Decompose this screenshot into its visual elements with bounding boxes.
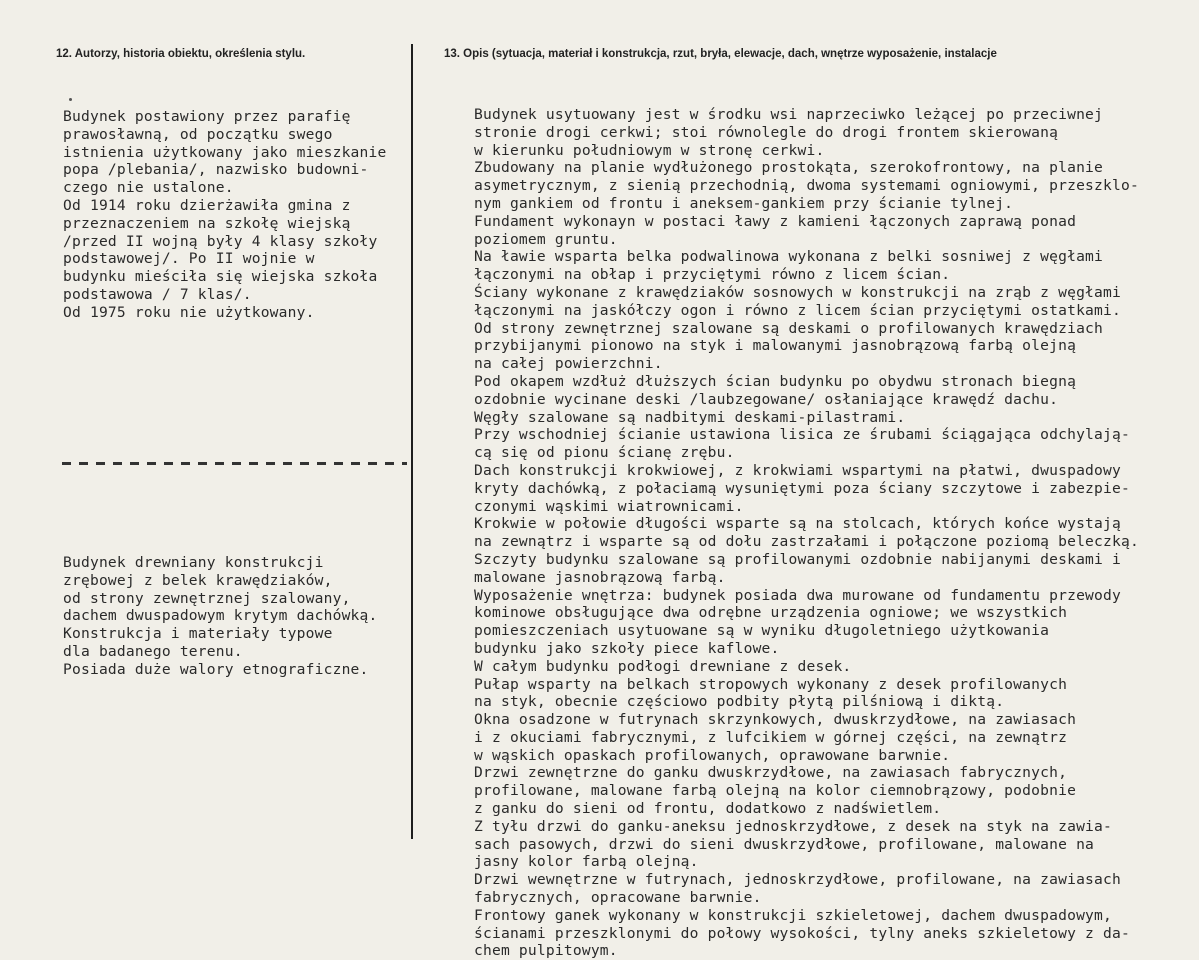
text-line: Od 1914 roku dzierżawiła gmina z xyxy=(63,196,351,214)
text-line: Przy wschodniej ścianie ustawiona lisica ze śrubami ściągająca odchylają- xyxy=(474,426,1130,444)
text-line: ścianami przeszklonymi do połowy wysokości, tylny aneks szkieletowy z da- xyxy=(474,924,1130,942)
text-line: ozdobnie wycinane deski /laubzegowane/ osłaniające krawędź dachu. xyxy=(474,390,1059,408)
text-line: Fundament wykonayn w postaci ławy z kamieni łączonych zaprawą ponad xyxy=(474,212,1077,230)
text-line: Od 1975 roku nie użytkowany. xyxy=(63,303,315,321)
text-line: Z tyłu drzwi do ganku-aneksu jednoskrzydłowe, z desek na styk na zawia- xyxy=(474,817,1113,835)
dashed-separator xyxy=(62,462,407,465)
text-line: asymetrycznym, z sienią przechodnią, dwoma systemami ogniowymi, przeszklo- xyxy=(474,177,1139,195)
text-line: cą się od pionu ścianę zrębu. xyxy=(474,444,735,462)
text-line: Budynek postawiony przez parafię xyxy=(63,108,351,125)
section-13-heading: 13. Opis (sytuacja, materiał i konstrukcja, rzut, bryła, elewacje, dach, wnętrze wyposażenie, instalacje xyxy=(444,48,997,60)
text-line: łączonymi na jaskółczy ogon i równo z licem ścian przyciętymi ostatkami. xyxy=(474,301,1122,319)
text-line: poziomem gruntu. xyxy=(474,230,618,248)
text-line: łączonymi na obłap i przyciętymi równo z licem ścian. xyxy=(474,266,951,284)
text-line: Budynek usytuowany jest w środku wsi naprzeciwko leżącej po przeciwnej xyxy=(474,106,1104,123)
text-line: Węgły szalowane są nadbitymi deskami-pilastrami. xyxy=(474,408,906,426)
ink-dot xyxy=(69,98,72,101)
text-line: jasny kolor farbą olejną. xyxy=(474,853,699,871)
text-line: z ganku do sieni od frontu, dodatkowo z nadświetlem. xyxy=(474,800,942,818)
text-line: na styk, obecnie częściowo podbity płytą pilśniową i diktą. xyxy=(474,693,1005,711)
text-line: Wyposażenie wnętrza: budynek posiada dwa murowane od fundamentu przewody xyxy=(474,586,1122,604)
text-line: fabrycznych, opracowane barwnie. xyxy=(474,889,762,907)
text-line: chem pulpitowym. xyxy=(474,942,618,960)
text-line: W całym budynku podłogi drewniane z desek. xyxy=(474,657,852,675)
text-line: Zbudowany na planie wydłużonego prostokąta, szerokofrontowy, na planie xyxy=(474,159,1104,177)
text-line: kominowe obsługujące dwa odrębne urządzenia ogniowe; we wszystkich xyxy=(474,604,1068,622)
text-line: Szczyty budynku szalowane są profilowanymi ozdobnie nabijanymi deskami i xyxy=(474,550,1122,568)
text-line: w kierunku południowym w stronę cerkwi. xyxy=(474,141,825,159)
text-line: Frontowy ganek wykonany w konstrukcji szkieletowej, dachem dwuspadowym, xyxy=(474,906,1113,924)
text-line: Okna osadzone w futrynach skrzynkowych, dwuskrzydłowe, na zawiasach xyxy=(474,711,1077,729)
text-line: pomieszczeniach usytuowane są w wyniku długoletniego użytkowania xyxy=(474,622,1050,640)
text-line: Pułap wsparty na belkach stropowych wykonany z desek profilowanych xyxy=(474,675,1068,693)
text-line: zrębowej z belek krawędziaków, xyxy=(63,571,333,589)
text-line: Posiada duże walory etnograficzne. xyxy=(63,660,369,678)
text-line: przybijanymi pionowo na styk i malowanymi jasnobrązową farbą olejną xyxy=(474,337,1077,355)
text-line: Dach konstrukcji krokwiowej, z krokwiami wspartymi na płatwi, dwuspadowy xyxy=(474,461,1122,479)
text-line: czego nie ustalone. xyxy=(63,179,234,197)
text-line: na zewnątrz i wsparte są od dołu zastrzałami i połączone poziomą beleczką. xyxy=(474,533,1139,551)
text-line: podstawowa / 7 klas/. xyxy=(63,285,252,303)
text-line: i z okuciami fabrycznymi, z lufcikiem w górnej części, na zewnątrz xyxy=(474,728,1068,746)
text-line: nym gankiem od frontu i aneksem-gankiem przy ścianie tylnej. xyxy=(474,194,1014,212)
text-line: Budynek drewniany konstrukcji xyxy=(63,554,324,571)
style-summary-text xyxy=(63,554,378,679)
text-line: na całej powierzchni. xyxy=(474,355,663,373)
text-line: popa /plebania/, nazwisko budowni- xyxy=(63,161,369,179)
text-line: podstawowej/. Po II wojnie w xyxy=(63,250,315,268)
text-line: czonymi wąskimi wiatrownicami. xyxy=(474,497,744,515)
text-line: od strony zewnętrznej szalowany, xyxy=(63,589,351,607)
text-line: przeznaczeniem na szkołę wiejską xyxy=(63,214,351,232)
text-line: Ściany wykonane z krawędziaków sosnowych w konstrukcji na zrąb z węgłami xyxy=(474,283,1122,301)
text-line: Od strony zewnętrznej szalowane są deskami o profilowanych krawędziach xyxy=(474,319,1104,337)
text-line: sach pasowych, drzwi do sieni dwuskrzydłowe, profilowane, malowane na xyxy=(474,835,1095,853)
text-line: stronie drogi cerkwi; stoi równolegle do drogi frontem skierowaną xyxy=(474,123,1059,141)
text-line: malowane jasnobrązową farbą. xyxy=(474,568,726,586)
text-line: Drzwi wewnętrzne w futrynach, jednoskrzydłowe, profilowane, na zawiasach xyxy=(474,871,1122,889)
column-divider xyxy=(411,44,413,839)
text-line: Drzwi zewnętrzne do ganku dwuskrzydłowe, na zawiasach fabrycznych, xyxy=(474,764,1068,782)
history-text xyxy=(63,108,387,322)
text-line: w wąskich opaskach profilowanych, oprawowane barwnie. xyxy=(474,746,951,764)
description-text xyxy=(474,106,1139,960)
text-line: Na ławie wsparta belka podwalinowa wykonana z belki sosniwej z węgłami xyxy=(474,248,1104,266)
text-line: istnienia użytkowany jako mieszkanie xyxy=(63,143,387,161)
text-line: profilowane, malowane farbą olejną na kolor ciemnobrązowy, podobnie xyxy=(474,782,1077,800)
text-line: dla badanego terenu. xyxy=(63,642,243,660)
text-line: /przed II wojną były 4 klasy szkoły xyxy=(63,232,378,250)
text-line: kryty dachówką, z połaciamą wysuniętymi poza ściany szczytowe i zabezpie- xyxy=(474,479,1130,497)
text-line: budynku mieściła się wiejska szkoła xyxy=(63,268,378,286)
text-line: prawosławną, od początku swego xyxy=(63,125,333,143)
text-line: budynku jako szkoły piece kaflowe. xyxy=(474,639,780,657)
text-line: Konstrukcja i materiały typowe xyxy=(63,625,333,643)
text-line: Pod okapem wzdłuż dłuższych ścian budynku po obydwu stronach biegną xyxy=(474,372,1077,390)
text-line: Krokwie w połowie długości wsparte są na stolcach, których końce wystają xyxy=(474,515,1122,533)
text-line: dachem dwuspadowym krytym dachówką. xyxy=(63,607,378,625)
section-12-heading: 12. Autorzy, historia obiektu, określenia stylu. xyxy=(56,48,306,60)
